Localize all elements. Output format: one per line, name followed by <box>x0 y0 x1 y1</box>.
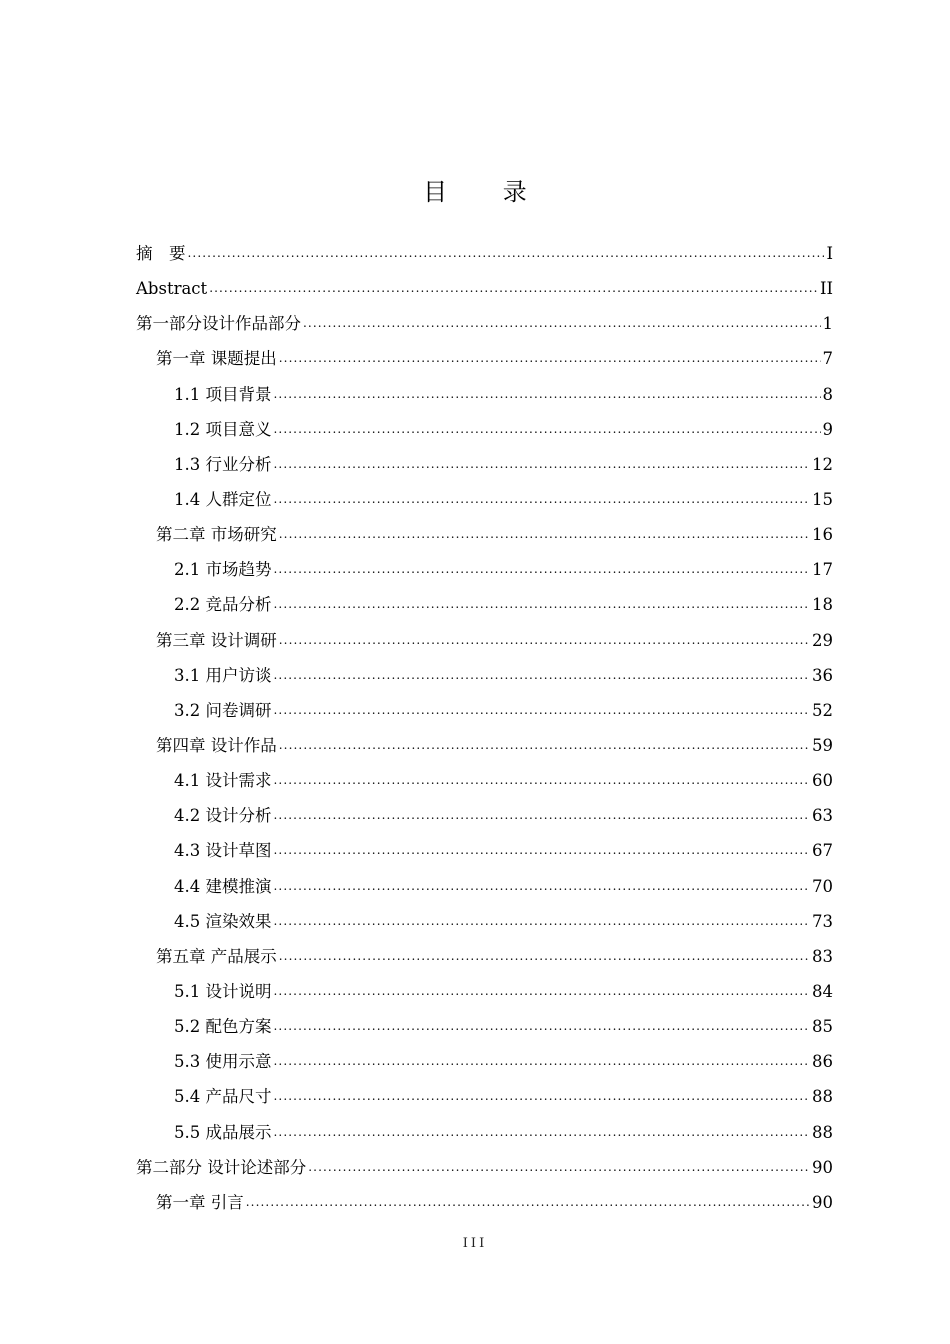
toc-entry-label: 4.4 建模推演 <box>174 876 272 896</box>
toc-entry[interactable] <box>136 517 833 552</box>
dot-leader <box>274 805 811 822</box>
dot-leader <box>274 453 811 470</box>
toc-entry[interactable] <box>136 482 833 517</box>
toc-entry-page: I <box>826 244 833 263</box>
toc-entry-label: 5.5 成品展示 <box>174 1122 272 1142</box>
table-of-contents <box>136 236 833 1220</box>
toc-entry[interactable] <box>136 833 833 868</box>
toc-entry-label: 4.3 设计草图 <box>174 841 272 861</box>
dot-leader <box>274 770 811 787</box>
toc-entry-label: 5.1 设计说明 <box>174 981 272 1001</box>
dot-leader <box>274 1051 811 1068</box>
dot-leader <box>274 875 811 892</box>
toc-entry[interactable] <box>136 271 833 306</box>
toc-entry[interactable] <box>136 1150 833 1185</box>
toc-entry-page: 84 <box>812 981 833 1001</box>
toc-entry-page: 16 <box>812 525 833 545</box>
toc-entry-label: 第五章 产品展示 <box>156 946 277 966</box>
dot-leader <box>274 840 811 857</box>
dot-leader <box>209 278 818 295</box>
dot-leader <box>274 1086 811 1103</box>
toc-entry[interactable] <box>136 1009 833 1044</box>
toc-entry-label: 1.1 项目背景 <box>174 384 272 404</box>
toc-entry[interactable] <box>136 552 833 587</box>
toc-entry-page: 67 <box>812 841 833 861</box>
toc-entry-label: 第二部分 设计论述部分 <box>136 1157 307 1177</box>
toc-title: 目 录 <box>423 178 551 206</box>
toc-entry-page: 59 <box>812 735 833 755</box>
dot-leader <box>274 488 811 505</box>
toc-entry-page: 12 <box>812 454 833 474</box>
toc-entry-page: 17 <box>812 560 833 580</box>
toc-entry-page: 8 <box>822 384 833 404</box>
toc-entry-label: Abstract <box>136 279 208 299</box>
toc-entry[interactable] <box>136 623 833 658</box>
dot-leader <box>274 980 811 997</box>
dot-leader <box>308 1156 810 1173</box>
dot-leader <box>274 699 811 716</box>
toc-entry[interactable] <box>136 1115 833 1150</box>
toc-entry-page: 90 <box>812 1157 833 1177</box>
toc-entry-page: 85 <box>812 1017 833 1037</box>
toc-entry-page: 18 <box>812 595 833 615</box>
toc-entry-page: 70 <box>812 876 833 896</box>
toc-entry-label: 5.4 产品尺寸 <box>174 1087 272 1107</box>
toc-entry-page: 73 <box>812 911 833 931</box>
dot-leader <box>274 594 811 611</box>
dot-leader <box>274 418 821 435</box>
toc-entry-page: 52 <box>812 700 833 720</box>
toc-entry-page: 9 <box>822 419 833 439</box>
toc-entry-page: 60 <box>812 771 833 791</box>
toc-entry-page: 63 <box>812 806 833 826</box>
toc-entry-label: 第一章 引言 <box>156 1192 244 1212</box>
dot-leader <box>279 945 810 962</box>
toc-entry-label: 第二章 市场研究 <box>156 525 277 545</box>
toc-entry[interactable] <box>136 904 833 939</box>
toc-entry[interactable] <box>136 587 833 622</box>
toc-entry-label: 第四章 设计作品 <box>156 735 277 755</box>
toc-entry-page: 86 <box>812 1052 833 1072</box>
toc-entry-page: 7 <box>822 349 833 369</box>
toc-entry[interactable] <box>136 763 833 798</box>
dot-leader <box>274 664 811 681</box>
toc-entry[interactable] <box>136 869 833 904</box>
toc-entry[interactable] <box>136 798 833 833</box>
toc-entry-label: 2.1 市场趋势 <box>174 560 272 580</box>
dot-leader <box>188 243 825 260</box>
toc-entry[interactable] <box>136 693 833 728</box>
toc-entry[interactable] <box>136 447 833 482</box>
toc-entry-label: 第三章 设计调研 <box>156 630 277 650</box>
page-number: III <box>462 1236 488 1251</box>
toc-entry-label: 3.2 问卷调研 <box>174 700 272 720</box>
toc-entry-label: 4.2 设计分析 <box>174 806 272 826</box>
dot-leader <box>246 1191 810 1208</box>
dot-leader <box>279 734 810 751</box>
toc-entry-label: 1.4 人群定位 <box>174 489 272 509</box>
toc-entry-label: 5.3 使用示意 <box>174 1052 272 1072</box>
dot-leader <box>279 524 810 541</box>
toc-entry-page: 36 <box>812 665 833 685</box>
toc-entry-page: 90 <box>812 1192 833 1212</box>
toc-entry-page: 88 <box>812 1087 833 1107</box>
toc-entry-label: 2.2 竞品分析 <box>174 595 272 615</box>
toc-entry[interactable] <box>136 974 833 1009</box>
toc-entry-label: 第一部分设计作品部分 <box>136 314 301 334</box>
toc-entry-label: 4.5 渲染效果 <box>174 911 272 931</box>
dot-leader <box>279 629 810 646</box>
toc-entry[interactable] <box>136 236 833 271</box>
toc-entry[interactable] <box>136 658 833 693</box>
toc-entry-page: II <box>819 279 833 299</box>
toc-entry-page: 29 <box>812 630 833 650</box>
toc-entry-label: 1.3 行业分析 <box>174 454 272 474</box>
toc-entry-label: 摘 要 <box>136 244 186 263</box>
toc-entry-label: 4.1 设计需求 <box>174 771 272 791</box>
toc-entry[interactable] <box>136 1044 833 1079</box>
toc-entry[interactable] <box>136 341 833 376</box>
toc-entry[interactable] <box>136 1079 833 1114</box>
toc-entry-page: 88 <box>812 1122 833 1142</box>
dot-leader <box>274 1121 811 1138</box>
toc-entry-label: 1.2 项目意义 <box>174 419 272 439</box>
dot-leader <box>274 910 811 927</box>
dot-leader <box>274 559 811 576</box>
toc-entry-label: 第一章 课题提出 <box>156 349 277 369</box>
toc-entry-label: 5.2 配色方案 <box>174 1017 272 1037</box>
toc-entry[interactable] <box>136 377 833 412</box>
toc-entry-label: 3.1 用户访谈 <box>174 665 272 685</box>
toc-entry[interactable] <box>136 306 833 341</box>
toc-entry-page: 83 <box>812 946 833 966</box>
dot-leader <box>274 383 821 400</box>
toc-entry[interactable] <box>136 1185 833 1220</box>
toc-entry-page: 15 <box>812 489 833 509</box>
toc-entry[interactable] <box>136 728 833 763</box>
dot-leader <box>303 313 821 330</box>
dot-leader <box>274 1016 811 1033</box>
toc-entry[interactable] <box>136 939 833 974</box>
toc-entry-page: 1 <box>822 314 833 334</box>
toc-entry[interactable] <box>136 412 833 447</box>
dot-leader <box>279 348 821 365</box>
